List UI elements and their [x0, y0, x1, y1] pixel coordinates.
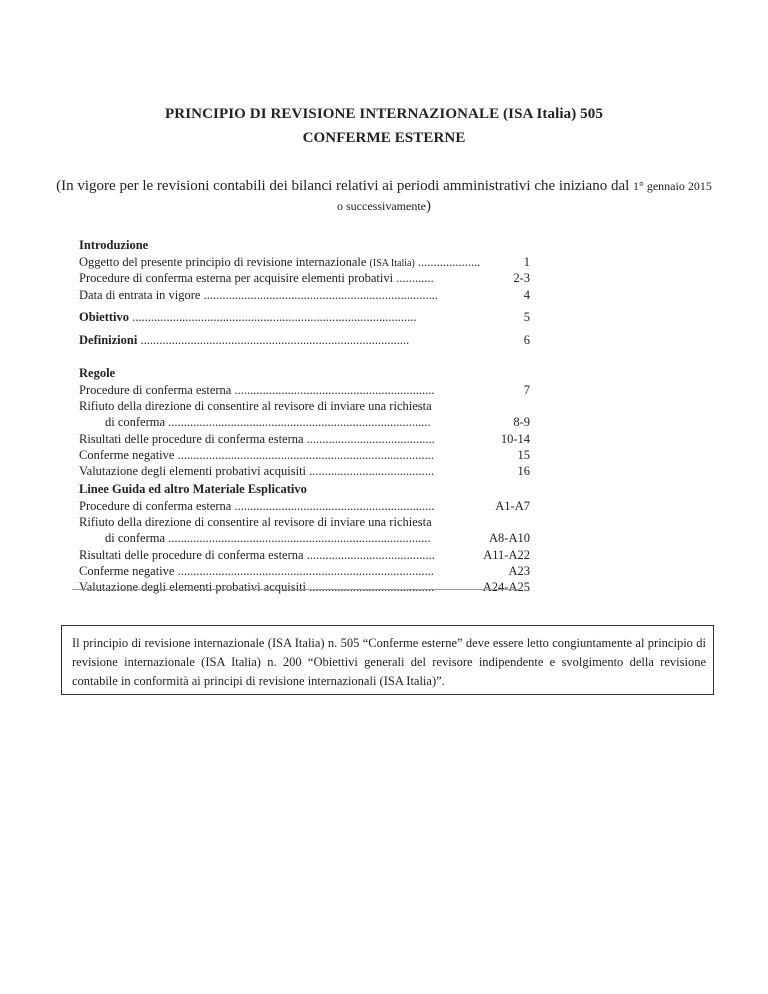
toc-row-text: Oggetto del presente principio di revisione internazionale (ISA Italia) .................... [79, 255, 481, 269]
toc-row-text: Definizioni ...................................................................................... [79, 333, 410, 347]
toc-row-text: Valutazione degli elementi probativi acquisiti ........................................ [79, 464, 435, 478]
toc-row-number: 10-14 [500, 432, 530, 446]
toc-heading-regole: Regole [79, 366, 116, 380]
toc-row-text: Conferme negative .................................................................................. [79, 564, 434, 578]
toc-row-number: A1-A7 [495, 499, 530, 513]
toc-row-text: Procedure di conferma esterna ................................................................ [79, 383, 435, 397]
toc-row-number: 2-3 [513, 271, 530, 285]
toc-row-number: A11-A22 [483, 548, 530, 562]
toc-row-number: 5 [523, 310, 530, 324]
toc-row-text: Valutazione degli elementi probativi acquisiti ........................................ [79, 580, 435, 594]
effective-date-continuation: o successivamente [337, 199, 426, 213]
reading-note-text: Il principio di revisione internazionale (ISA Italia) n. 505 “Conferme esterne” deve essere letto congiuntamente al principio di revisione internazionale (ISA Italia) n. 200 “Obiettivi generali del revisore indipendente e svolgimento della revisione contabile in conformità ai principi di revisione internazionali (ISA Italia)”. [72, 636, 706, 688]
toc-row-number: 15 [517, 448, 530, 462]
toc-row-text: Data di entrata in vigore ........................................................................... [79, 288, 438, 302]
toc-row-number: A8-A10 [489, 531, 530, 545]
toc-row-text: Risultati delle procedure di conferma esterna ......................................... [79, 548, 435, 562]
toc-row-small: (ISA Italia) [369, 258, 415, 269]
effective-date-line [0, 178, 768, 195]
effective-date-text: (In vigore per le revisioni contabili dei bilanci relativi ai periodi amministrativi che iniziano dal [56, 178, 630, 194]
toc-row-text: Conferme negative .................................................................................. [79, 448, 434, 462]
toc-row-text: di conferma .................................................................................... [105, 415, 431, 429]
toc-row-text: Rifiuto della direzione di consentire al revisore di inviare una richiesta [79, 399, 432, 413]
toc-row-number: 6 [523, 333, 530, 347]
toc-row-number: 7 [523, 383, 530, 397]
toc-row-text: Procedure di conferma esterna ................................................................ [79, 499, 435, 513]
toc-row-number: 1 [523, 255, 530, 269]
reading-note-box [61, 625, 714, 695]
toc-row-number: A23 [508, 564, 530, 578]
document-subtitle: CONFERME ESTERNE [302, 130, 466, 146]
toc-row-text: Risultati delle procedure di conferma esterna ......................................... [79, 432, 435, 446]
toc-row-text: Rifiuto della direzione di consentire al revisore di inviare una richiesta [79, 515, 432, 529]
toc-row-text: Procedure di conferma esterna per acquisire elementi probativi ............ [79, 271, 434, 285]
effective-date-value: 1° gennaio 2015 [633, 179, 712, 193]
toc-heading-introduzione: Introduzione [79, 238, 149, 252]
toc-heading-linee-guida: Linee Guida ed altro Materiale Esplicativo [79, 482, 307, 496]
toc-row-text: di conferma .................................................................................... [105, 531, 431, 545]
effective-date-close: ) [425, 198, 431, 214]
document-title: PRINCIPIO DI REVISIONE INTERNAZIONALE (ISA Italia) 505 [165, 106, 603, 122]
toc-row-number: A24-A25 [482, 580, 530, 594]
toc-row-number: 8-9 [513, 415, 530, 429]
effective-date-line-2 [0, 198, 768, 215]
toc-row-number: 16 [517, 464, 530, 478]
toc-divider [72, 589, 520, 590]
toc-row-number: 4 [523, 288, 530, 302]
toc-row-text: Obiettivo ........................................................................................... [79, 310, 417, 324]
